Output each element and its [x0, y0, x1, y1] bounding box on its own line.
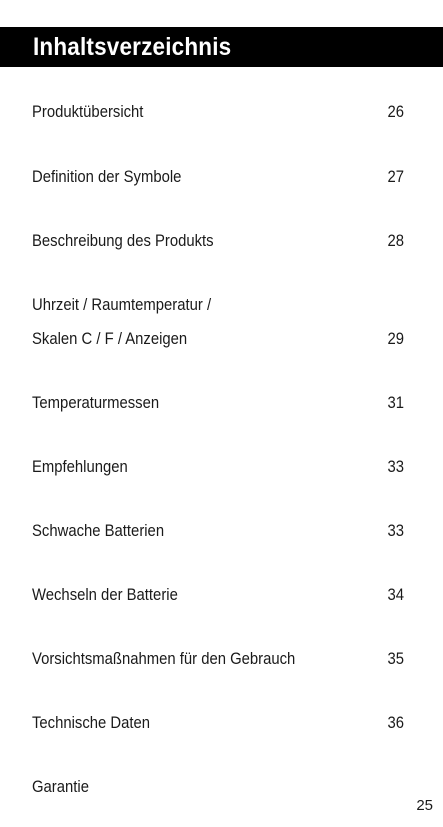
title-bar: [0, 27, 443, 67]
toc-entry-label: Definition der Symbole: [32, 167, 182, 186]
toc-entry-label: Temperaturmessen: [32, 393, 160, 412]
page-number: 25: [416, 797, 433, 814]
toc-entry-page: 35: [387, 649, 404, 668]
toc-entry-label: Vorsichtsmaßnahmen für den Gebrauch: [32, 649, 296, 668]
toc-entry-beschreibung-des-produkts[interactable]: [32, 230, 404, 252]
toc-entry-page: 33: [387, 457, 404, 476]
toc-entry-page: 29: [387, 329, 404, 348]
toc-entry-technische-daten[interactable]: [32, 712, 404, 734]
toc-entry-label: Empfehlungen: [32, 457, 128, 476]
toc-entry-schwache-batterien[interactable]: [32, 520, 404, 542]
toc-entry-page: 28: [387, 231, 404, 250]
toc-entry-label: Schwache Batterien: [32, 521, 165, 540]
page-title: Inhaltsverzeichnis: [33, 32, 232, 61]
toc-entry-produktuebersicht[interactable]: [32, 101, 404, 123]
toc-entry-label: Skalen C / F / Anzeigen: [32, 329, 188, 348]
toc-entry-page: 27: [387, 167, 404, 186]
toc-entry-uhrzeit-line1[interactable]: [32, 294, 404, 316]
toc-entry-page: 36: [387, 713, 404, 732]
toc-entry-page: 33: [387, 521, 404, 540]
toc-entry-page: 34: [387, 585, 404, 604]
toc-entry-label: Wechseln der Batterie: [32, 585, 178, 604]
toc-entry-garantie[interactable]: [32, 776, 404, 798]
toc-entry-label: Technische Daten: [32, 713, 151, 732]
toc-entry-vorsichtsmassnahmen[interactable]: [32, 648, 404, 670]
toc-entry-label: Beschreibung des Produkts: [32, 231, 214, 250]
toc-entry-label: Produktübersicht: [32, 102, 144, 121]
toc-entry-temperaturmessen[interactable]: [32, 392, 404, 414]
toc-entry-label: Uhrzeit / Raumtemperatur /: [32, 295, 212, 314]
toc-entry-wechseln-der-batterie[interactable]: [32, 584, 404, 606]
toc-entry-empfehlungen[interactable]: [32, 456, 404, 478]
toc-entry-definition-der-symbole[interactable]: [32, 166, 404, 188]
toc-entry-uhrzeit-line2[interactable]: [32, 328, 404, 350]
toc-entry-page: 31: [387, 393, 404, 412]
toc-entry-label: Garantie: [32, 777, 89, 796]
toc-entry-page: 26: [387, 102, 404, 121]
